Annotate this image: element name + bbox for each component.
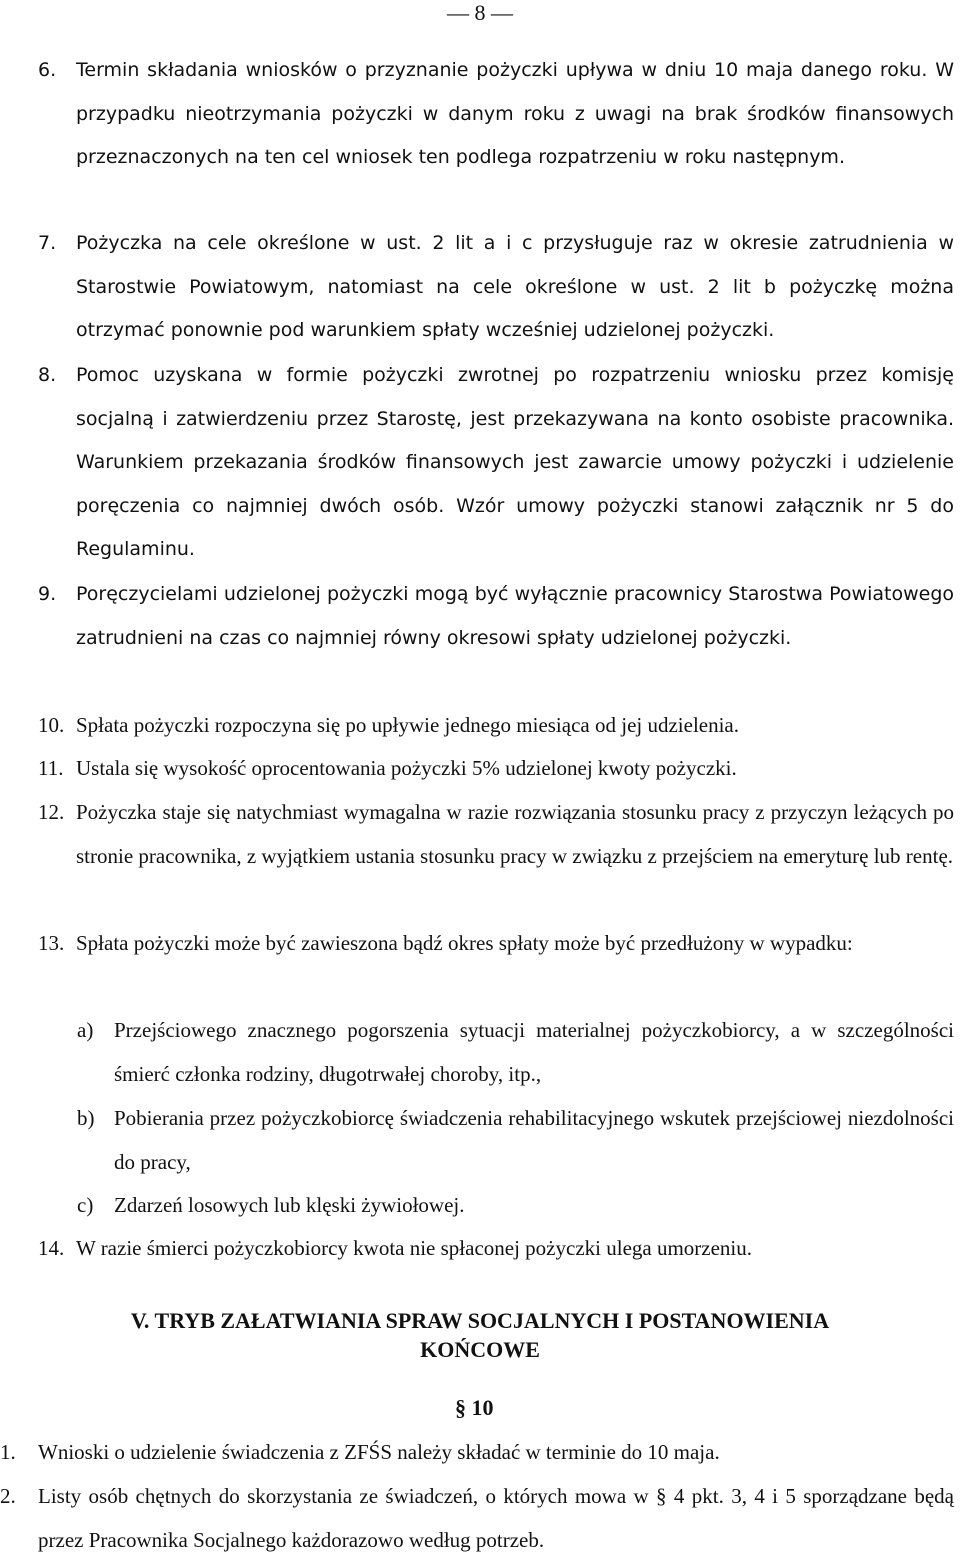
section-heading-line-1: V. TRYB ZAŁATWIANIA SPRAW SOCJALNYCH I POSTANOWIENIA — [130, 1308, 830, 1333]
final-list-item-1 — [0, 1431, 954, 1475]
list-item-number: 14. — [38, 1236, 65, 1260]
list-item-text: Poręczycielami udzielonej pożyczki mogą być wyłącznie pracownicy Starostwa Powiatowego zatrudnieni na czas co najmniej równy okresowi spłaty udzielonej pożyczki. — [76, 583, 954, 649]
paragraph-mark: § 10 — [455, 1395, 494, 1420]
list-item-text: Wnioski o udzielenie świadczenia z ZFŚS należy składać w terminie do 10 maja. — [38, 1440, 720, 1464]
list-item-14 — [38, 1227, 954, 1271]
list-item-text: Spłata pożyczki rozpoczyna się po upływie jednego miesiąca od jej udzielenia. — [76, 713, 740, 737]
list-item-text: Spłata pożyczki może być zawieszona bądź okres spłaty może być przedłużony w wypadku: — [76, 931, 853, 955]
list-item-number: 13. — [38, 931, 65, 955]
final-list-item-2 — [0, 1475, 954, 1562]
list-item-7 — [38, 222, 954, 353]
sub-item-text: Pobierania przez pożyczkobiorcę świadczenia rehabilitacyjnego wskutek przejściowej niezdolności do pracy, — [114, 1106, 954, 1174]
list-item-number: 6. — [38, 59, 57, 81]
list-item-12 — [38, 791, 954, 878]
list-item-11 — [38, 747, 954, 791]
list-item-text: Pomoc uzyskana w formie pożyczki zwrotnej po rozpatrzeniu wniosku przez komisję socjalną i zatwierdzeniu przez Starostę, jest przekazywana na konto osobiste pracownika. Warunkiem przekazania środków finansowych jest zawarcie umowy pożyczki i udzielenie poręczenia co najmniej dwóch osób. Wzór umowy pożyczki stanowi załącznik nr 5 do Regulaminu. — [76, 364, 954, 560]
sub-item-letter: b) — [77, 1106, 95, 1130]
sub-item-c — [77, 1184, 954, 1228]
section-heading-line-2: KOŃCOWE — [420, 1337, 540, 1362]
list-item-number: 1. — [0, 1440, 16, 1464]
sub-item-text: Zdarzeń losowych lub klęski żywiołowej. — [114, 1193, 465, 1217]
list-item-number: 2. — [0, 1484, 16, 1508]
section-heading — [0, 1306, 960, 1364]
list-item-number: 11. — [38, 756, 64, 780]
list-item-text: W razie śmierci pożyczkobiorcy kwota nie spłaconej pożyczki ulega umorzeniu. — [76, 1236, 753, 1260]
sub-item-letter: a) — [77, 1018, 94, 1042]
list-item-number: 10. — [38, 713, 65, 737]
list-item-number: 8. — [38, 364, 57, 386]
list-item-text: Listy osób chętnych do skorzystania ze świadczeń, o których mowa w § 4 pkt. 3, 4 i 5 sporządzane będą przez Pracownika Socjalnego każdorazowo według potrzeb. — [38, 1484, 954, 1552]
list-item-text: Pożyczka staje się natychmiast wymagalna w razie rozwiązania stosunku pracy z przyczyn leżących po stronie pracownika, z wyjątkiem ustania stosunku pracy w związku z przejściem na emeryturę lub rentę. — [76, 800, 954, 868]
page-number: — 8 — — [447, 0, 513, 25]
list-item-8 — [38, 354, 954, 572]
list-item-13 — [38, 922, 954, 966]
sub-item-b — [77, 1097, 954, 1184]
list-item-text: Pożyczka na cele określone w ust. 2 lit a i c przysługuje raz w okresie zatrudnienia w Starostwie Powiatowym, natomiast na cele określone w ust. 2 lit b pożyczkę można otrzymać ponownie pod warunkiem spłaty wcześniej udzielonej pożyczki. — [76, 232, 954, 341]
list-item-10 — [38, 704, 954, 748]
sub-item-a — [77, 1009, 954, 1096]
list-item-text: Termin składania wniosków o przyznanie pożyczki upływa w dniu 10 maja danego roku. W przypadku nieotrzymania pożyczki w danym roku z uwagi na brak środków finansowych przeznaczonych na ten cel wniosek ten podlega rozpatrzeniu w roku następnym. — [76, 59, 954, 168]
list-item-number: 9. — [38, 583, 57, 605]
list-item-9 — [38, 573, 954, 660]
list-item-number: 12. — [38, 800, 65, 824]
list-item-text: Ustala się wysokość oprocentowania pożyczki 5% udzielonej kwoty pożyczki. — [76, 756, 737, 780]
sub-item-letter: c) — [77, 1193, 94, 1217]
list-item-6 — [38, 49, 954, 180]
list-item-number: 7. — [38, 232, 57, 254]
sub-item-text: Przejściowego znacznego pogorszenia sytuacji materialnej pożyczkobiorcy, a w szczególności śmierć członka rodziny, długotrwałej choroby, itp., — [114, 1018, 954, 1086]
